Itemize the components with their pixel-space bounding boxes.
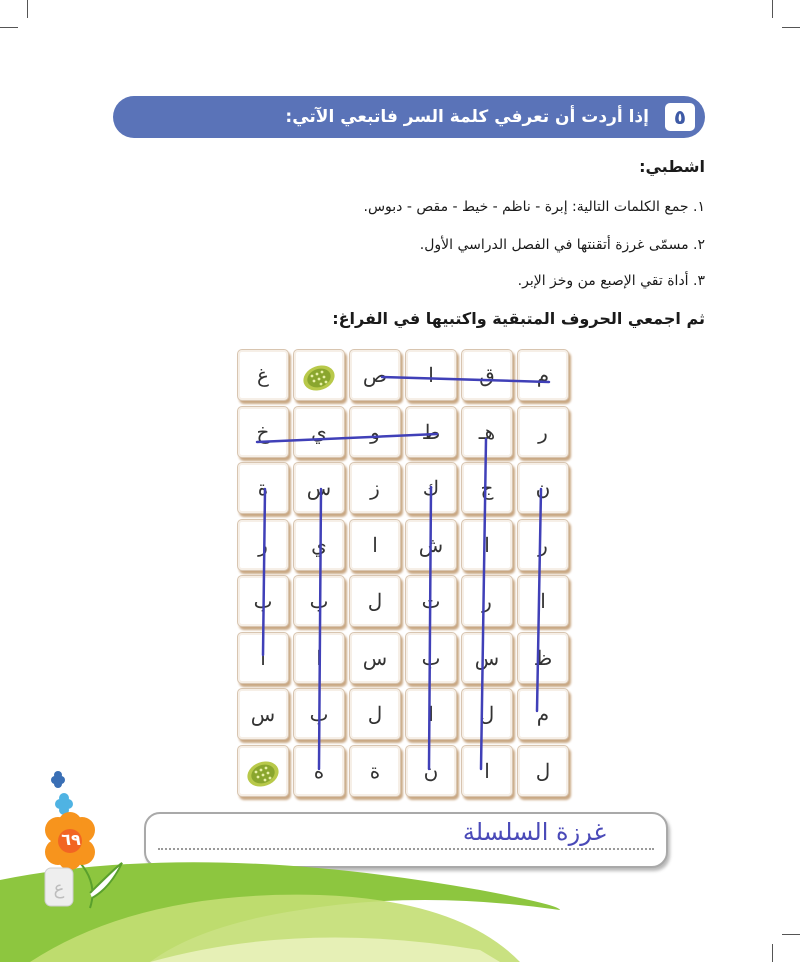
grid-cell: ر	[461, 575, 513, 627]
subheading: اشطبي:	[639, 157, 705, 176]
grid-cell: س	[237, 688, 289, 740]
grid-cell: ش	[405, 519, 457, 571]
grid-cell: ا	[349, 519, 401, 571]
grid-cell: ة	[349, 745, 401, 797]
grid-cell: هـ	[461, 406, 513, 458]
grid-cell: خ	[237, 406, 289, 458]
grid-cell: ن	[517, 462, 569, 514]
grid-cell: ب	[293, 688, 345, 740]
grid-cell: ك	[405, 462, 457, 514]
grid-cell: ظ	[517, 632, 569, 684]
strike-lines	[237, 349, 569, 797]
grid-cell: ل	[517, 745, 569, 797]
strike-line-col1	[263, 489, 265, 655]
grid-cell: ت	[405, 575, 457, 627]
grid-cell: ب	[405, 632, 457, 684]
instruction-item-2: ٢. مسمّى غرزة أتقنتها في الفصل الدراسي الأول.	[419, 237, 705, 253]
task-number-badge: ٥	[665, 103, 695, 131]
grid-cell: ص	[349, 349, 401, 401]
strike-line-row1	[382, 377, 549, 382]
grid-cell: ر	[237, 519, 289, 571]
answer-text: غرزة السلسلة	[462, 818, 606, 846]
grid-cell: ي	[293, 519, 345, 571]
grid-cell: ق	[461, 349, 513, 401]
grid-cell: ي	[293, 406, 345, 458]
grid-cell: س	[293, 462, 345, 514]
grid-cell: ب	[293, 575, 345, 627]
task-banner	[113, 96, 705, 138]
grid-cell: ا	[405, 349, 457, 401]
grid-cell: ر	[517, 519, 569, 571]
grid-cell: ل	[461, 688, 513, 740]
grid-cell: غ	[237, 349, 289, 401]
grid-cell: ا	[461, 519, 513, 571]
grid-cell: س	[461, 632, 513, 684]
grid-cell: ل	[349, 688, 401, 740]
instruction-item-1: ١. جمع الكلمات التالية: إبرة - ناظم - خيط - مقص - دبوس.	[363, 199, 705, 215]
svg-text:ع: ع	[53, 878, 65, 899]
grid-cell: و	[349, 406, 401, 458]
grid-cell: ن	[405, 745, 457, 797]
grid-cell: ل	[349, 575, 401, 627]
grid-cell: ة	[237, 462, 289, 514]
grid-cell: ر	[517, 406, 569, 458]
strike-line-col4	[429, 487, 431, 769]
task-instruction: إذا أردت أن تعرفي كلمة السر فاتبعي الآتي:	[285, 107, 649, 127]
grid-cell: ا	[405, 688, 457, 740]
strike-line-col5	[481, 439, 486, 769]
strike-line-row2	[257, 434, 437, 442]
grid-cell: ب	[237, 575, 289, 627]
strike-line-col6	[537, 489, 541, 711]
instruction-item-3: ٣. أداة تقي الإصبع من وخز الإبر.	[517, 273, 705, 289]
grid-cell: ز	[349, 462, 401, 514]
grid-cell: ا	[517, 575, 569, 627]
grid-cell: ا	[237, 632, 289, 684]
strike-line-col2	[319, 489, 321, 769]
grid-cell: س	[349, 632, 401, 684]
grid-cell: ط	[405, 406, 457, 458]
grid-cell: ا	[461, 745, 513, 797]
grid-cell: ا	[293, 632, 345, 684]
grid-cell: ج	[461, 462, 513, 514]
grid-cell: م	[517, 349, 569, 401]
grid-cell: ه	[293, 745, 345, 797]
grid-cell: م	[517, 688, 569, 740]
letter-grid	[237, 349, 569, 797]
collect-instruction: ثم اجمعي الحروف المتبقية واكتبيها في الفراغ:	[332, 309, 705, 328]
page-number: ٦٩	[61, 830, 81, 849]
